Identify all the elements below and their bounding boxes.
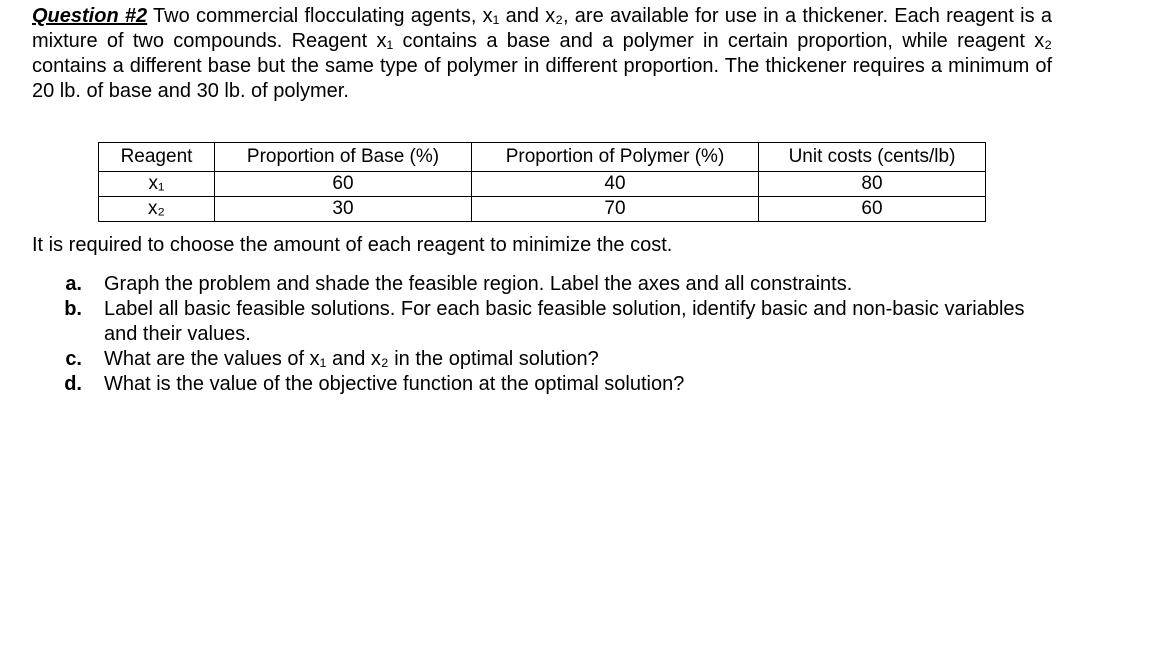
question-parts xyxy=(54,272,1052,397)
list-item xyxy=(54,372,1052,397)
part-letter: b. xyxy=(64,298,82,320)
question-page xyxy=(32,4,1052,395)
part-text: Graph the problem and shade the feasible region. Label the axes and all constraints. xyxy=(104,273,853,295)
header-cost: Unit costs (cents/lb) xyxy=(759,143,986,172)
part-text: What are the values of x₁ and x₂ in the optimal solution? xyxy=(104,348,599,370)
header-base: Proportion of Base (%) xyxy=(215,143,472,172)
part-text: What is the value of the objective function at the optimal solution? xyxy=(104,373,685,395)
table-header-row xyxy=(99,143,986,172)
reagent-table xyxy=(98,142,986,222)
question-label: Question #2 xyxy=(32,5,148,27)
requirement-text: It is required to choose the amount of each reagent to minimize the cost. xyxy=(32,234,673,256)
header-polymer: Proportion of Polymer (%) xyxy=(472,143,759,172)
cell-polymer: 70 xyxy=(472,197,759,222)
cell-reagent: x₁ xyxy=(99,172,215,197)
header-reagent: Reagent xyxy=(99,143,215,172)
part-letter: a. xyxy=(65,273,82,295)
table-row xyxy=(99,172,986,197)
list-item xyxy=(54,347,1052,372)
question-intro xyxy=(32,4,1052,104)
cell-base: 30 xyxy=(215,197,472,222)
cell-reagent: x₂ xyxy=(99,197,215,222)
cell-cost: 60 xyxy=(759,197,986,222)
list-item xyxy=(54,297,1052,347)
part-letter: d. xyxy=(64,373,82,395)
cell-base: 60 xyxy=(215,172,472,197)
part-letter: c. xyxy=(65,348,82,370)
part-text: Label all basic feasible solutions. For each basic feasible solution, identify basic and non-basic variables and their values. xyxy=(104,298,1025,345)
question-text: Two commercial flocculating agents, x₁ and x₂, are available for use in a thickener. Each reagent is a mixture of two compounds. Reagent x₁ contains a base and a polymer in certain proportion, while reagent x₂ contains a different base but the same type of polymer in different proportion. The thickener requires a minimum of 20 lb. of base and 30 lb. of polymer. xyxy=(32,5,1052,102)
table-row xyxy=(99,197,986,222)
cell-cost: 80 xyxy=(759,172,986,197)
list-item xyxy=(54,272,1052,297)
cell-polymer: 40 xyxy=(472,172,759,197)
